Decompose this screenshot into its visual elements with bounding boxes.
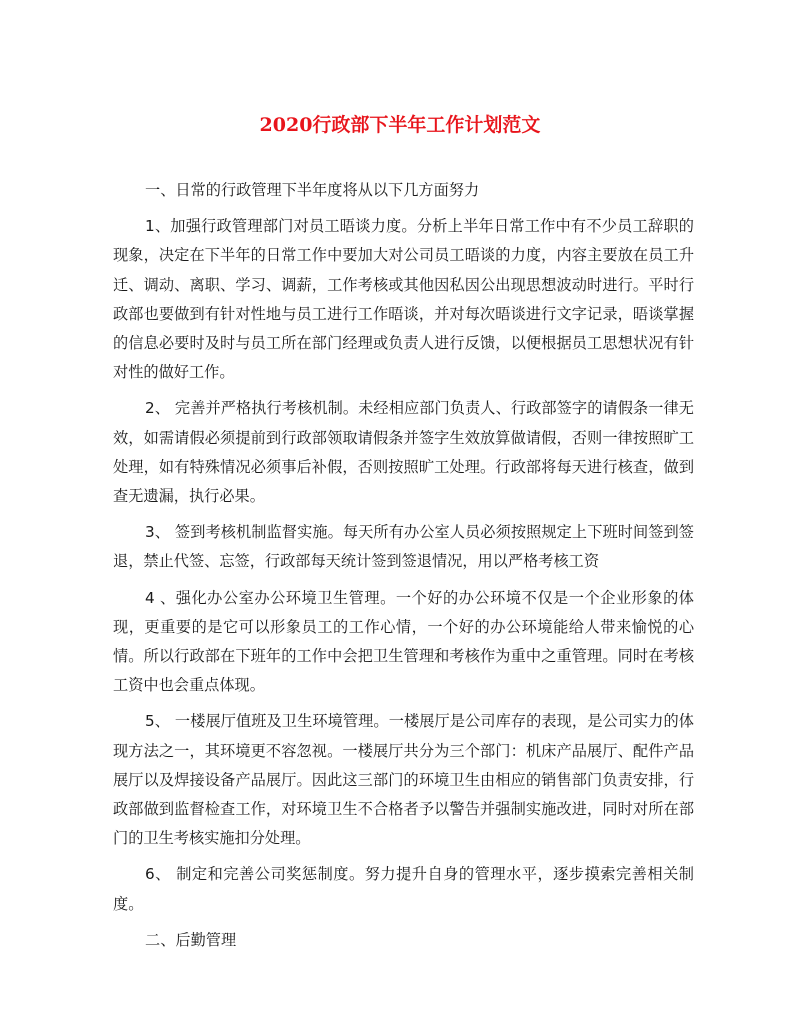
paragraph-item-1: 1、加强行政管理部门对员工晤谈力度。分析上半年日常工作中有不少员工辞职的现象，决定在下半年的日常工作中要加大对公司员工晤谈的力度，内容主要放在员工升迁、调动、离职、学习、调薪，工作考核或其他因私因公出现思想波动时进行。平时行政部也要做到有针对性地与员工进行工作晤谈，并对每次晤谈进行文字记录，晤谈掌握的信息必要时及时与员工所在部门经理或负责人进行反馈，以便根据员工思想状况有针对性的做好工作。	[113, 217, 694, 382]
document-title: 2020行政部下半年工作计划范文	[259, 114, 541, 136]
paragraph-item-4: 4 、强化办公室办公环境卫生管理。一个好的办公环境不仅是一个企业形象的体现，更重要的是它可以形象员工的工作心情，一个好的办公环境能给人带来愉悦的心情。所以行政部在下班年的工作中会把卫生管理和考核作为重中之重管理。同时在考核工资中也会重点体现。	[113, 588, 694, 695]
section-heading-logistics: 二、后勤管理	[145, 930, 237, 949]
paragraph-item-6: 6、 制定和完善公司奖惩制度。努力提升自身的管理水平，逐步摸索完善相关制度。	[113, 865, 694, 913]
section-heading-daily-admin: 一、日常的行政管理下半年度将从以下几方面努力	[145, 181, 480, 199]
paragraph-item-2: 2、 完善并严格执行考核机制。未经相应部门负责人、行政部签字的请假条一律无效，如需请假必须提前到行政部领取请假条并签字生效放算做请假，否则一律按照旷工处理，如有特殊情况必须事后补假，否则按照旷工处理。行政部将每天进行核查，做到查无遗漏，执行必果。	[113, 399, 694, 506]
paragraph-item-3: 3、 签到考核机制监督实施。每天所有办公室人员必须按照规定上下班时间签到签退，禁止代签、忘签，行政部每天统计签到签退情况，用以严格考核工资	[113, 523, 694, 571]
document-body	[113, 176, 694, 962]
paragraph-item-5: 5、 一楼展厅值班及卫生环境管理。一楼展厅是公司库存的表现，是公司实力的体现方法之一，其环境更不容忽视。一楼展厅共分为三个部门：机床产品展厅、配件产品展厅以及焊接设备产品展厅。因此这三部门的环境卫生由相应的销售部门负责安排，行政部做到监督检查工作，对环境卫生不合格者予以警告并强制实施改进，同时对所在部门的卫生考核实施扣分处理。	[113, 712, 694, 848]
